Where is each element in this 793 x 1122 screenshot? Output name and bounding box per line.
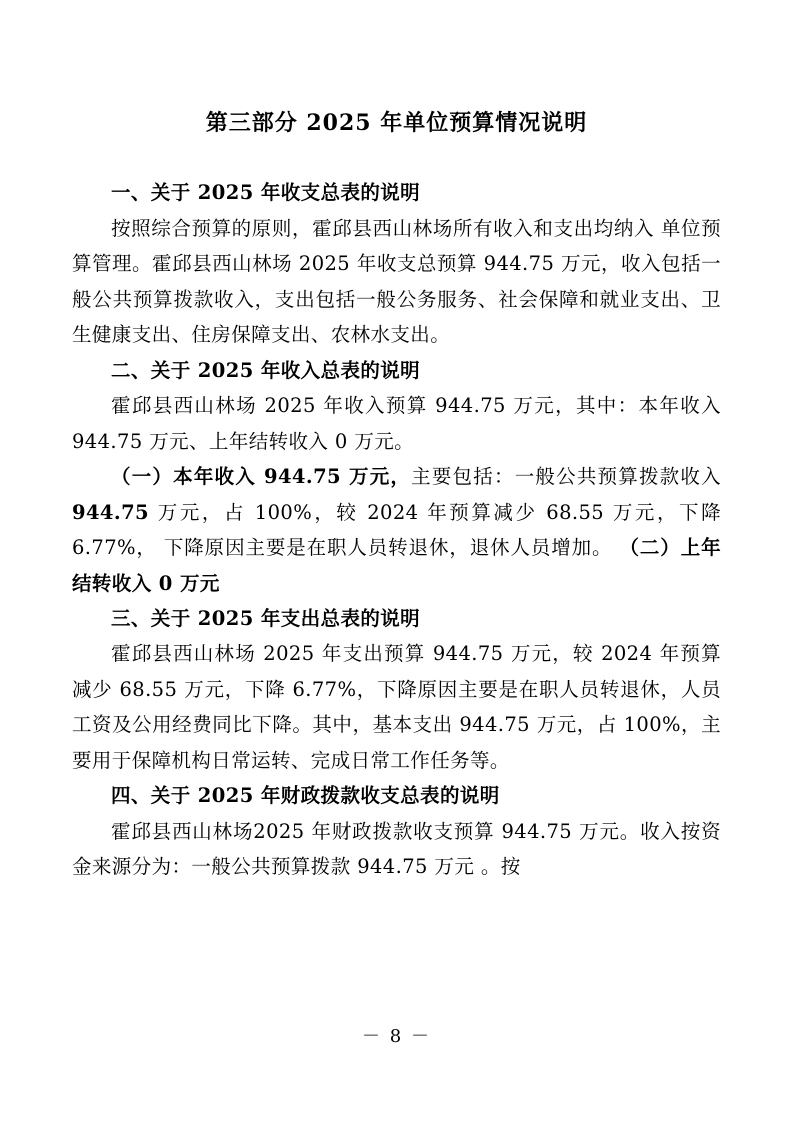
section-heading-1: 一、关于 2025 年收支总表的说明 — [111, 181, 421, 205]
section-heading-4: 四、关于 2025 年财政拨款收支总表的说明 — [111, 784, 500, 808]
section-subparagraph-2-1 — [72, 459, 721, 601]
document-body — [72, 175, 721, 885]
subparagraph-text-pre-1: 主要包括：一般公共预算拨款收入 — [411, 465, 721, 489]
section-paragraph-4-1: 霍邱县西山林场2025 年财政拨款收支预算 944.75 万元。收入按资金来源分为：一般公共预算拨款 944.75 万元 。按 — [72, 819, 721, 879]
section-heading-3: 三、关于 2025 年支出总表的说明 — [111, 607, 421, 630]
page-title: 第三部分 2025 年单位预算情况说明 — [205, 110, 588, 136]
page-number: － 8 － — [362, 1026, 431, 1047]
section-paragraph-3-1: 霍邱县西山林场 2025 年支出预算 944.75 万元，较 2024 年预算减少 68.55 万元，下降 6.77%，下降原因主要是在职人员转退休，人员工资及公用经费同比下降。其中，基本支出 944.75 万元，占 100%，主要用于保障机构日常运转、完成日常工作任务等。 — [72, 642, 721, 772]
subparagraph-amount-1: 944.75 — [72, 500, 150, 524]
section-paragraph-2-1: 霍邱县西山林场 2025 年收入预算 944.75 万元，其中：本年收入 944.75 万元、上年结转收入 0 万元。 — [72, 394, 721, 453]
subparagraph-lead-2: （二）上年结转收入 0 万元 — [72, 536, 721, 595]
section-heading-2: 二、关于 2025 年收入总表的说明 — [111, 358, 421, 382]
subparagraph-text-1: 万元，占 100%，较 2024 年预算减少 68.55 万元，下降 6.77%， 下降原因主要是在职人员转退休，退休人员增加。 — [72, 500, 721, 560]
subparagraph-lead-1: （一）本年收入 944.75 万元， — [111, 465, 412, 489]
section-paragraph-1-1: 按照综合预算的原则，霍邱县西山林场所有收入和支出均纳入 单位预算管理。霍邱县西山林场 2025 年收支总预算 944.75 万元，收入包括一般公共预算拨款收入，支出包括一般公务服务、社会保障和就业支出、卫生健康支出、住房保障支出、农林水支出。 — [72, 216, 721, 347]
